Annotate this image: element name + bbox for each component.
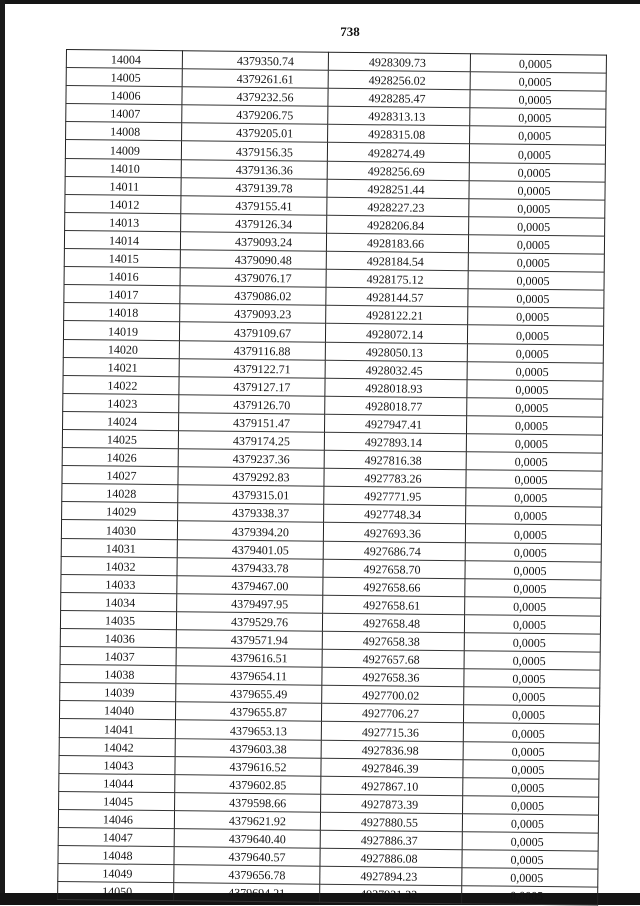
value-cell: 0,0005: [464, 651, 600, 671]
table-body: [58, 50, 607, 906]
point-id-cell: 14046: [58, 809, 174, 828]
x-coordinate-cell: 4379497.95: [177, 594, 323, 614]
value-cell: 0,0005: [469, 162, 605, 182]
value-cell: 0,0005: [463, 759, 599, 779]
point-id-cell: 14030: [61, 520, 177, 539]
point-id-cell: 14018: [64, 303, 180, 322]
y-coordinate-cell: 4927846.39: [321, 758, 463, 778]
point-id-cell: 14050: [58, 882, 174, 901]
x-coordinate-cell: 4379655.49: [176, 684, 322, 704]
y-coordinate-cell: 4928309.73: [328, 52, 470, 72]
point-id-cell: 14031: [61, 538, 177, 557]
y-coordinate-cell: 4927657.68: [322, 649, 464, 669]
point-id-cell: 14026: [62, 448, 178, 467]
point-id-cell: 14023: [63, 393, 179, 412]
y-coordinate-cell: 4927658.38: [322, 631, 464, 651]
value-cell: 0,0005: [468, 289, 604, 309]
value-cell: 0,0005: [467, 361, 603, 381]
point-id-cell: 14038: [60, 665, 176, 684]
y-coordinate-cell: 4927816.38: [324, 450, 466, 470]
value-cell: 0,0005: [466, 488, 602, 508]
value-cell: 0,0005: [468, 307, 604, 327]
value-cell: 0,0005: [463, 741, 599, 761]
point-id-cell: 14019: [63, 321, 179, 340]
y-coordinate-cell: 4928144.57: [326, 287, 468, 307]
point-id-cell: 14039: [60, 683, 176, 702]
x-coordinate-cell: 4379655.87: [175, 702, 321, 722]
point-id-cell: 14049: [58, 864, 174, 883]
value-cell: 0,0005: [463, 705, 599, 725]
x-coordinate-cell: 4379654.11: [176, 666, 322, 686]
point-id-cell: 14045: [59, 791, 175, 810]
x-coordinate-cell: 4379122.71: [179, 358, 325, 378]
point-id-cell: 14009: [65, 140, 181, 159]
y-coordinate-cell: 4927783.26: [324, 468, 466, 488]
page-number: 738: [340, 24, 360, 39]
point-id-cell: 14004: [66, 50, 182, 69]
point-id-cell: 14014: [64, 230, 180, 249]
y-coordinate-cell: 4928072.14: [325, 324, 467, 344]
point-id-cell: 14007: [66, 104, 182, 123]
y-coordinate-cell: 4927771.95: [324, 486, 466, 506]
x-coordinate-cell: 4379653.13: [175, 720, 321, 740]
x-coordinate-cell: 4379603.38: [175, 738, 321, 758]
point-id-cell: 14036: [60, 628, 176, 647]
x-coordinate-cell: 4379156.35: [181, 141, 327, 161]
point-id-cell: 14040: [59, 701, 175, 720]
x-coordinate-cell: 4379093.24: [180, 232, 326, 252]
y-coordinate-cell: 4927880.55: [320, 812, 462, 832]
point-id-cell: 14034: [61, 592, 177, 611]
value-cell: 0,0005: [462, 832, 598, 852]
value-cell: 0,0005: [464, 687, 600, 707]
y-coordinate-cell: 4928285.47: [328, 88, 470, 108]
y-coordinate-cell: 4928032.45: [325, 360, 467, 380]
point-id-cell: 14016: [64, 267, 180, 286]
y-coordinate-cell: 4928256.02: [328, 70, 470, 90]
x-coordinate-cell: 4379086.02: [180, 286, 326, 306]
x-coordinate-cell: 4379139.78: [181, 177, 327, 197]
point-id-cell: 14011: [65, 176, 181, 195]
value-cell: 0,0005: [463, 796, 599, 816]
value-cell: 0,0005: [469, 198, 605, 218]
value-cell: 0,0005: [470, 126, 606, 146]
y-coordinate-cell: 4928018.77: [325, 396, 467, 416]
x-coordinate-cell: 4379315.01: [178, 485, 324, 505]
point-id-cell: 14020: [63, 339, 179, 358]
point-id-cell: 14043: [59, 755, 175, 774]
x-coordinate-cell: 4379571.94: [176, 630, 322, 650]
x-coordinate-cell: 4379093.23: [180, 304, 326, 324]
x-coordinate-cell: 4379598.66: [175, 793, 321, 813]
value-cell: 0,0005: [465, 542, 601, 562]
point-id-cell: 14010: [65, 158, 181, 177]
point-id-cell: 14012: [65, 194, 181, 213]
x-coordinate-cell: 4379656.78: [174, 865, 320, 885]
y-coordinate-cell: 4928315.08: [328, 125, 470, 145]
x-coordinate-cell: 4379076.17: [180, 268, 326, 288]
point-id-cell: 14008: [66, 122, 182, 141]
y-coordinate-cell: 4927658.61: [323, 595, 465, 615]
y-coordinate-cell: 4928183.66: [326, 233, 468, 253]
x-coordinate-cell: 4379694.21: [174, 883, 320, 903]
point-id-cell: 14048: [58, 846, 174, 865]
value-cell: 0,0005: [466, 434, 602, 454]
x-coordinate-cell: 4379394.20: [177, 521, 323, 541]
x-coordinate-cell: 4379126.70: [179, 394, 325, 414]
y-coordinate-cell: 4928256.69: [327, 161, 469, 181]
value-cell: 0,0005: [463, 723, 599, 743]
value-cell: 0,0005: [464, 633, 600, 653]
value-cell: 0,0005: [462, 868, 598, 888]
y-coordinate-cell: 4928206.84: [327, 215, 469, 235]
value-cell: 0,0005: [464, 615, 600, 635]
x-coordinate-cell: 4379640.40: [174, 829, 320, 849]
x-coordinate-cell: 4379127.17: [179, 376, 325, 396]
value-cell: 0,0005: [470, 90, 606, 110]
x-coordinate-cell: 4379467.00: [177, 575, 323, 595]
x-coordinate-cell: 4379433.78: [177, 557, 323, 577]
x-coordinate-cell: 4379616.51: [176, 648, 322, 668]
value-cell: 0,0005: [465, 597, 601, 617]
value-cell: 0,0005: [467, 343, 603, 363]
y-coordinate-cell: 4927947.41: [325, 414, 467, 434]
value-cell: 0,0005: [462, 814, 598, 834]
y-coordinate-cell: 4927867.10: [321, 776, 463, 796]
x-coordinate-cell: 4379232.56: [182, 87, 328, 107]
x-coordinate-cell: 4379090.48: [180, 250, 326, 270]
y-coordinate-cell: 4928175.12: [326, 269, 468, 289]
y-coordinate-cell: 4927886.37: [320, 830, 462, 850]
point-id-cell: 14029: [62, 502, 178, 521]
y-coordinate-cell: 4928274.49: [327, 143, 469, 163]
point-id-cell: 14017: [64, 285, 180, 304]
point-id-cell: 14006: [66, 86, 182, 105]
value-cell: 0,0005: [466, 416, 602, 436]
value-cell: 0,0005: [470, 54, 606, 74]
x-coordinate-cell: 4379237.36: [178, 449, 324, 469]
x-coordinate-cell: 4379174.25: [178, 431, 324, 451]
x-coordinate-cell: 4379205.01: [182, 123, 328, 143]
value-cell: 0,0005: [469, 144, 605, 164]
point-id-cell: 14042: [59, 737, 175, 756]
x-coordinate-cell: 4379401.05: [177, 539, 323, 559]
x-coordinate-cell: 4379151.47: [179, 413, 325, 433]
point-id-cell: 14021: [63, 357, 179, 376]
point-id-cell: 14025: [62, 429, 178, 448]
value-cell: 0,0005: [470, 108, 606, 128]
value-cell: 0,0005: [465, 578, 601, 598]
scan-edge-top: [0, 0, 640, 4]
value-cell: 0,0005: [465, 524, 601, 544]
value-cell: 0,0005: [463, 777, 599, 797]
value-cell: 0,0005: [466, 470, 602, 490]
y-coordinate-cell: 4927658.48: [322, 613, 464, 633]
point-id-cell: 14033: [61, 574, 177, 593]
y-coordinate-cell: 4927836.98: [321, 740, 463, 760]
point-id-cell: 14028: [62, 484, 178, 503]
x-coordinate-cell: 4379292.83: [178, 467, 324, 487]
point-id-cell: 14015: [64, 249, 180, 268]
coordinates-table-wrapper: [57, 49, 607, 906]
value-cell: 0,0005: [464, 669, 600, 689]
y-coordinate-cell: 4927658.66: [323, 577, 465, 597]
value-cell: 0,0005: [469, 217, 605, 237]
y-coordinate-cell: 4927894.23: [320, 866, 462, 886]
y-coordinate-cell: 4928227.23: [327, 197, 469, 217]
point-id-cell: 14047: [58, 827, 174, 846]
value-cell: 0,0005: [470, 72, 606, 92]
y-coordinate-cell: 4927748.34: [324, 505, 466, 525]
y-coordinate-cell: 4928313.13: [328, 107, 470, 127]
point-id-cell: 14037: [60, 647, 176, 666]
x-coordinate-cell: 4379109.67: [179, 322, 325, 342]
coordinates-table: [57, 49, 607, 906]
point-id-cell: 14005: [66, 68, 182, 87]
y-coordinate-cell: 4927706.27: [321, 704, 463, 724]
x-coordinate-cell: 4379602.85: [175, 774, 321, 794]
x-coordinate-cell: 4379155.41: [181, 195, 327, 215]
y-coordinate-cell: 4928050.13: [325, 342, 467, 362]
value-cell: 0,0005: [467, 397, 603, 417]
y-coordinate-cell: 4927873.39: [321, 794, 463, 814]
y-coordinate-cell: 4927658.70: [323, 559, 465, 579]
value-cell: 0,0005: [468, 253, 604, 273]
value-cell: 0,0005: [467, 325, 603, 345]
x-coordinate-cell: 4379261.61: [182, 69, 328, 89]
y-coordinate-cell: 4927693.36: [323, 523, 465, 543]
value-cell: 0,0005: [468, 235, 604, 255]
point-id-cell: 14013: [65, 212, 181, 231]
y-coordinate-cell: 4927715.36: [321, 722, 463, 742]
x-coordinate-cell: 4379116.88: [179, 340, 325, 360]
x-coordinate-cell: 4379126.34: [181, 214, 327, 234]
y-coordinate-cell: 4928122.21: [326, 306, 468, 326]
point-id-cell: 14024: [63, 411, 179, 430]
x-coordinate-cell: 4379350.74: [182, 51, 328, 71]
x-coordinate-cell: 4379136.36: [181, 159, 327, 179]
scan-edge-left: [0, 0, 5, 905]
value-cell: 0,0005: [462, 886, 598, 906]
point-id-cell: 14035: [60, 610, 176, 629]
y-coordinate-cell: 4927700.02: [322, 685, 464, 705]
value-cell: 0,0005: [462, 850, 598, 870]
y-coordinate-cell: 4927893.14: [324, 432, 466, 452]
value-cell: 0,0005: [466, 506, 602, 526]
value-cell: 0,0005: [468, 271, 604, 291]
value-cell: 0,0005: [467, 379, 603, 399]
point-id-cell: 14027: [62, 466, 178, 485]
x-coordinate-cell: 4379338.37: [178, 503, 324, 523]
x-coordinate-cell: 4379640.57: [174, 847, 320, 867]
y-coordinate-cell: 4928184.54: [326, 251, 468, 271]
value-cell: 0,0005: [465, 560, 601, 580]
x-coordinate-cell: 4379206.75: [182, 105, 328, 125]
y-coordinate-cell: 4927658.36: [322, 667, 464, 687]
point-id-cell: 14032: [61, 556, 177, 575]
point-id-cell: 14044: [59, 773, 175, 792]
x-coordinate-cell: 4379621.92: [174, 811, 320, 831]
point-id-cell: 14041: [59, 719, 175, 738]
y-coordinate-cell: 4927886.08: [320, 848, 462, 868]
y-coordinate-cell: 4928251.44: [327, 179, 469, 199]
point-id-cell: 14022: [63, 375, 179, 394]
value-cell: 0,0005: [469, 180, 605, 200]
x-coordinate-cell: 4379616.52: [175, 756, 321, 776]
y-coordinate-cell: 4928018.93: [325, 378, 467, 398]
y-coordinate-cell: 4927921.32: [320, 885, 462, 905]
y-coordinate-cell: 4927686.74: [323, 541, 465, 561]
x-coordinate-cell: 4379529.76: [176, 612, 322, 632]
value-cell: 0,0005: [466, 452, 602, 472]
